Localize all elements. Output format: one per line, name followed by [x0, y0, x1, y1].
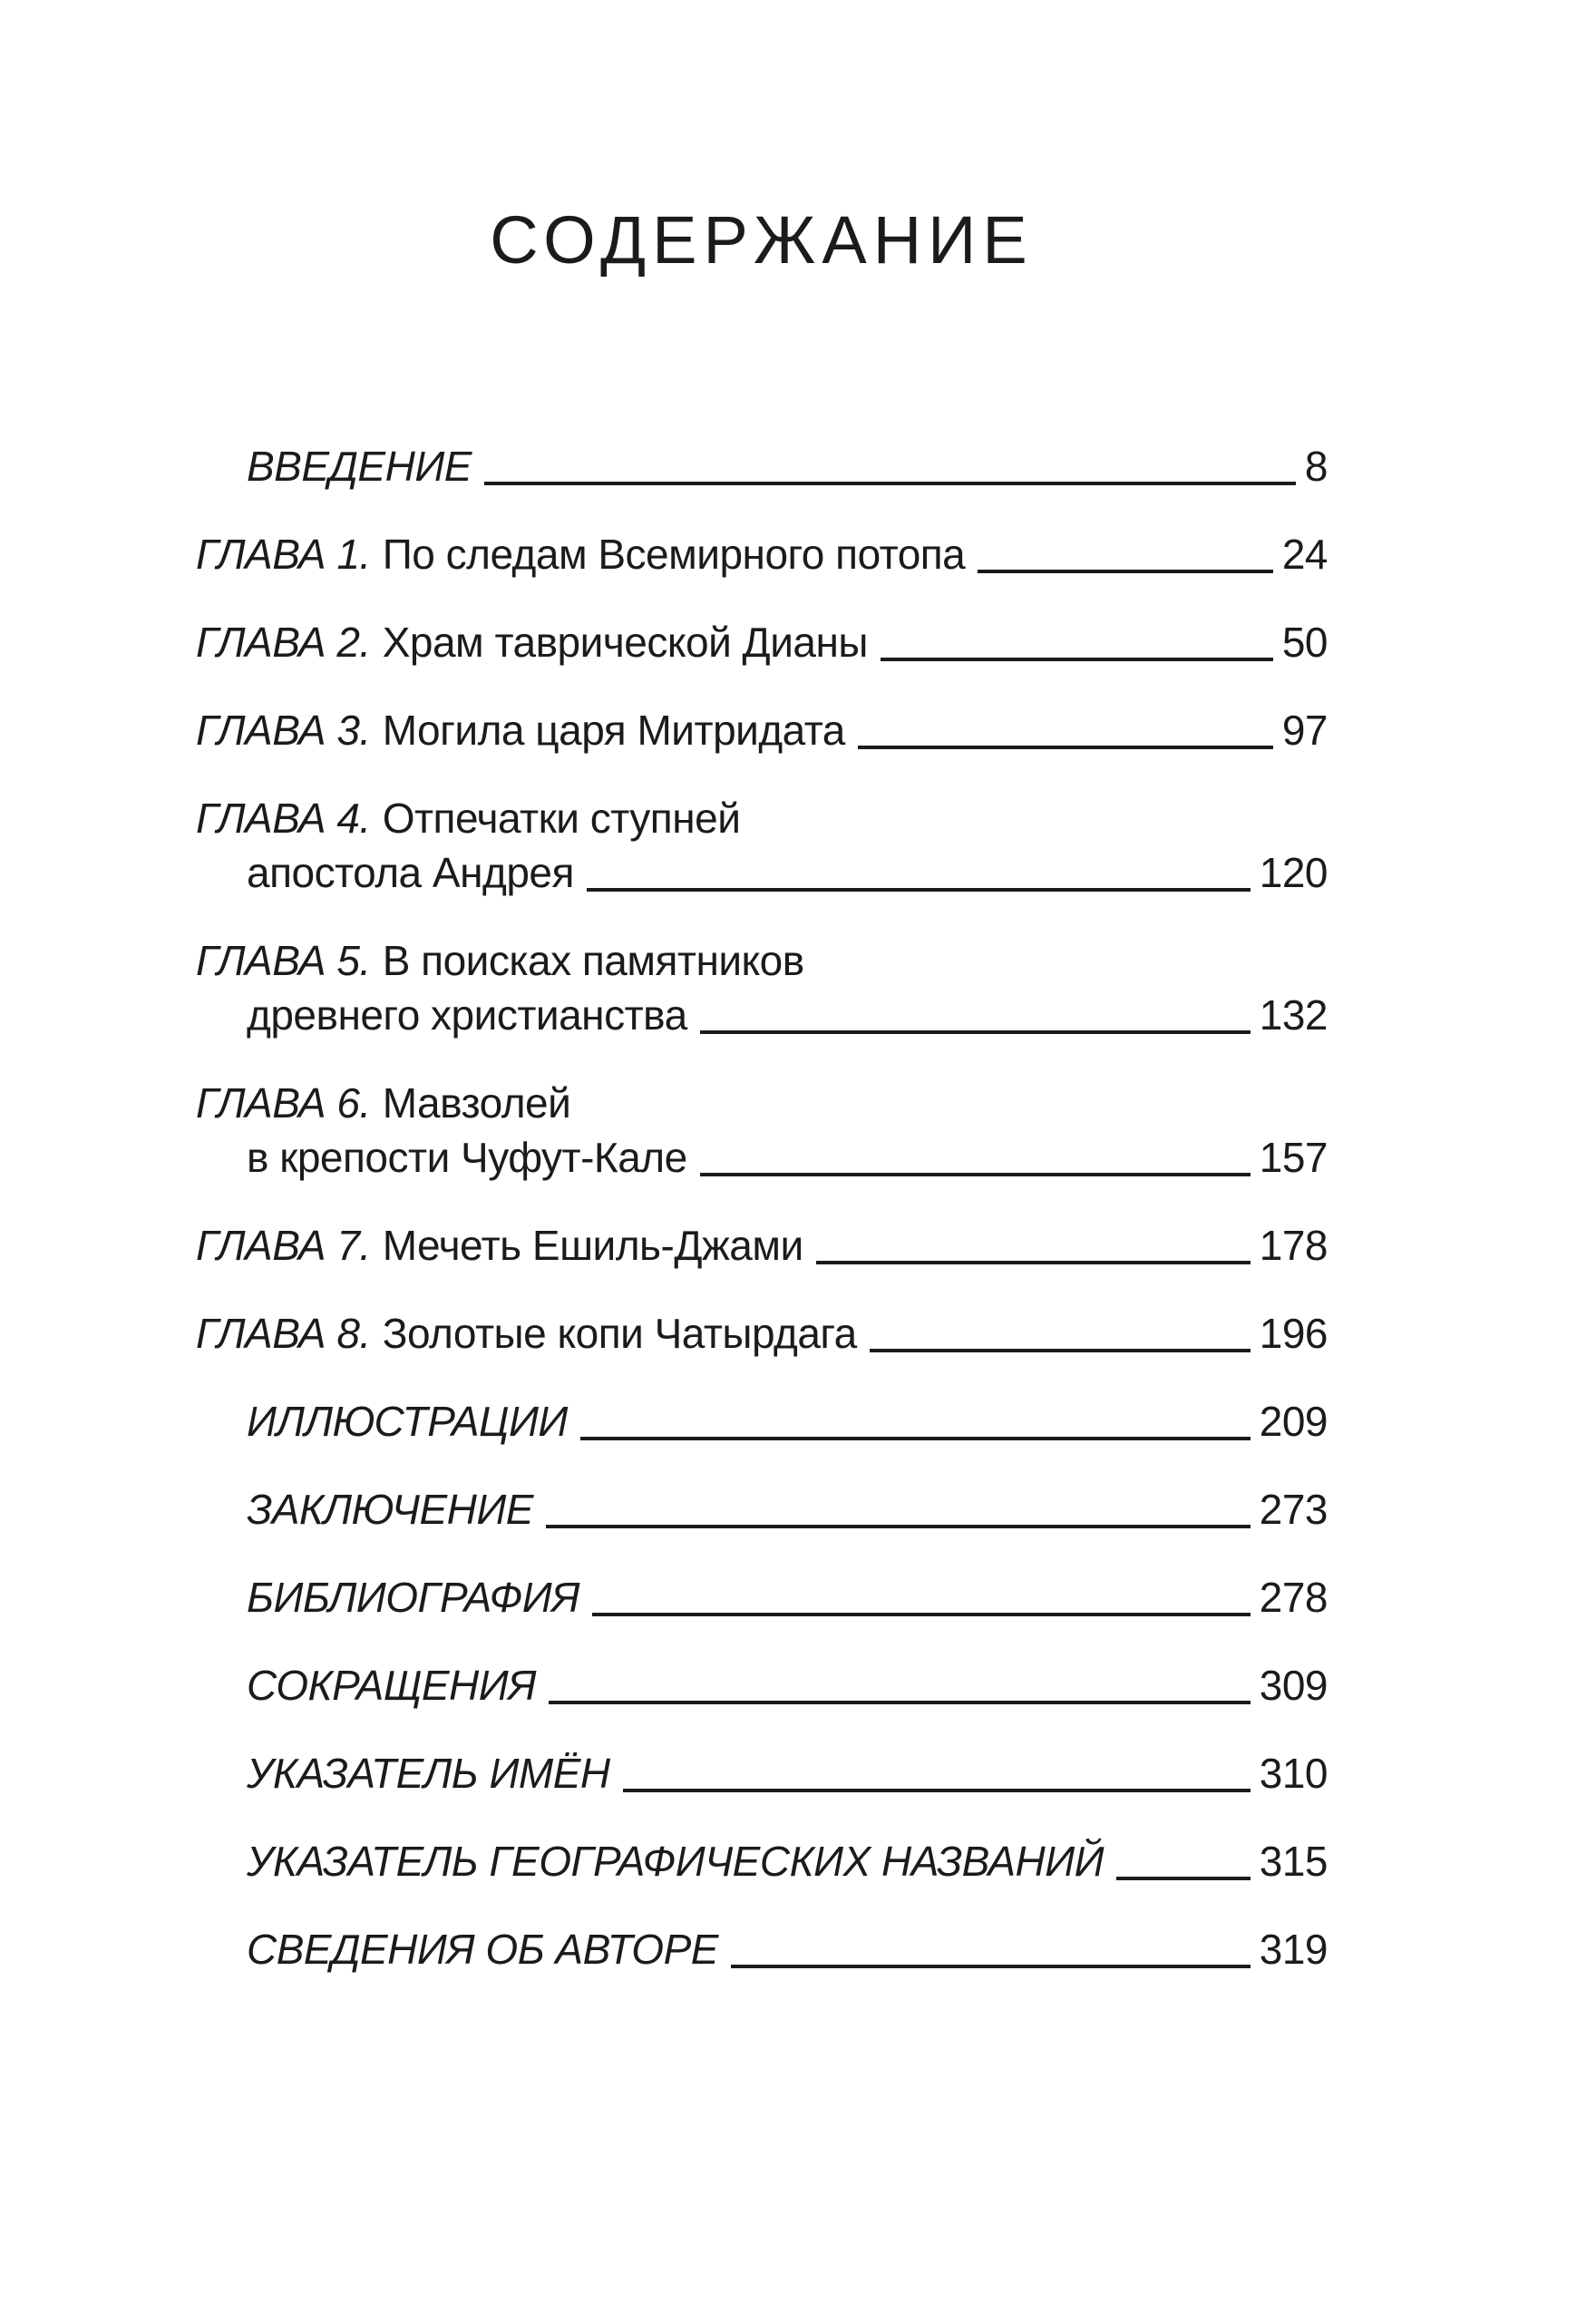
toc-entry-label: УКАЗАТЕЛЬ ИМЁН — [247, 1750, 610, 1797]
toc-entry-label: ВВЕДЕНИЕ — [247, 443, 472, 490]
toc-entry-page: 319 — [1259, 1926, 1328, 1973]
toc-entry-title: Мечеть Ешиль-Джами — [382, 1222, 803, 1269]
toc-entry-line — [196, 1218, 1328, 1273]
toc-entry-page: 120 — [1259, 849, 1328, 896]
toc-entry — [196, 1658, 1328, 1712]
toc-entry — [196, 1218, 1328, 1273]
page-title: СОДЕРЖАНИЕ — [490, 202, 1034, 278]
leader-line — [978, 570, 1273, 573]
toc-entry-page: 97 — [1281, 707, 1328, 754]
toc-entry — [196, 615, 1328, 669]
toc-entry-label: ГЛАВА 1. — [196, 531, 371, 578]
toc-entry-line — [196, 1394, 1328, 1449]
toc-entry-page: 273 — [1259, 1486, 1328, 1533]
toc-entry-line — [196, 1658, 1328, 1712]
toc-entry — [196, 1834, 1328, 1888]
toc-entry-page: 310 — [1259, 1750, 1328, 1797]
toc-entry-label: ГЛАВА 7. — [196, 1222, 371, 1269]
leader-line — [546, 1525, 1251, 1528]
leader-line — [870, 1349, 1251, 1352]
toc-entry-label: ГЛАВА 3. — [196, 707, 371, 754]
toc-entry-page: 209 — [1259, 1398, 1328, 1445]
toc-entry-label: ГЛАВА 4. — [196, 795, 371, 842]
leader-line — [592, 1613, 1251, 1616]
toc-entry — [196, 1076, 1328, 1185]
toc-entry-label: ГЛАВА 2. — [196, 619, 371, 666]
toc-list — [196, 439, 1328, 1976]
toc-entry-line — [196, 1834, 1328, 1888]
toc-entry-line — [196, 1076, 1328, 1130]
leader-line — [881, 658, 1273, 661]
toc-entry — [196, 1570, 1328, 1624]
toc-entry-label: ГЛАВА 5. — [196, 937, 371, 984]
toc-entry-page: 50 — [1281, 619, 1328, 666]
leader-line — [858, 746, 1273, 749]
toc-entry-title: В поисках памятников — [382, 937, 804, 984]
toc-entry-page: 315 — [1259, 1838, 1328, 1885]
toc-entry-label: ЗАКЛЮЧЕНИЕ — [247, 1486, 533, 1533]
toc-entry-line — [196, 615, 1328, 669]
toc-entry — [196, 703, 1328, 757]
toc-entry-title-continued: в крепости Чуфут-Кале — [247, 1134, 687, 1181]
toc-entry-page: 196 — [1259, 1310, 1328, 1357]
toc-entry-label: ГЛАВА 6. — [196, 1079, 371, 1127]
leader-line — [700, 1173, 1251, 1176]
toc-entry-line — [196, 1570, 1328, 1624]
toc-entry-page: 309 — [1259, 1662, 1328, 1709]
toc-entry — [196, 1746, 1328, 1800]
toc-entry-title-continued: апостола Андрея — [247, 849, 574, 896]
toc-entry-wrap-line — [196, 1130, 1328, 1185]
toc-entry-title: Могила царя Митридата — [382, 707, 845, 754]
toc-entry-line — [196, 933, 1328, 988]
leader-line — [816, 1261, 1251, 1264]
toc-entry-page: 132 — [1259, 991, 1328, 1039]
toc-entry-line — [196, 1746, 1328, 1800]
toc-entry-label: СВЕДЕНИЯ ОБ АВТОРЕ — [247, 1926, 718, 1973]
toc-entry-line — [196, 703, 1328, 757]
toc-entry-line — [196, 527, 1328, 581]
toc-entry-line — [196, 1306, 1328, 1361]
toc-entry-page: 24 — [1281, 531, 1328, 578]
toc-entry-wrap-line — [196, 845, 1328, 900]
leader-line — [731, 1965, 1251, 1968]
toc-entry-label: УКАЗАТЕЛЬ ГЕОГРАФИЧЕСКИХ НАЗВАНИЙ — [247, 1838, 1105, 1885]
toc-entry-title-continued: древнего христианства — [247, 991, 687, 1039]
toc-entry — [196, 527, 1328, 581]
toc-entry-page: 8 — [1304, 443, 1328, 490]
toc-entry — [196, 1306, 1328, 1361]
leader-line — [700, 1030, 1251, 1034]
toc-entry-title: Золотые копи Чатырдага — [382, 1310, 857, 1357]
leader-line — [623, 1789, 1251, 1792]
toc-entry-label: ГЛАВА 8. — [196, 1310, 371, 1357]
toc-entry-page: 178 — [1259, 1222, 1328, 1269]
toc-entry-title: Отпечатки ступней — [382, 795, 741, 842]
leader-line — [549, 1701, 1251, 1704]
toc-entry-title: Храм таврической Дианы — [382, 619, 868, 666]
toc-entry — [196, 933, 1328, 1042]
toc-entry — [196, 1922, 1328, 1976]
toc-entry-title: Мавзолей — [382, 1079, 571, 1127]
leader-line — [1116, 1877, 1251, 1880]
toc-entry-page: 157 — [1259, 1134, 1328, 1181]
toc-entry-line — [196, 439, 1328, 493]
toc-entry — [196, 439, 1328, 493]
toc-entry-label: ИЛЛЮСТРАЦИИ — [247, 1398, 568, 1445]
toc-entry — [196, 1482, 1328, 1537]
toc-entry-page: 278 — [1259, 1574, 1328, 1621]
leader-line — [587, 888, 1251, 892]
toc-entry-line — [196, 1922, 1328, 1976]
toc-entry-line — [196, 791, 1328, 845]
toc-entry — [196, 1394, 1328, 1449]
leader-line — [580, 1437, 1251, 1440]
toc-entry-title: По следам Всемирного потопа — [382, 531, 966, 578]
toc-entry — [196, 791, 1328, 900]
toc-entry-wrap-line — [196, 988, 1328, 1042]
toc-entry-label: БИБЛИОГРАФИЯ — [247, 1574, 580, 1621]
toc-entry-line — [196, 1482, 1328, 1537]
toc-entry-label: СОКРАЩЕНИЯ — [247, 1662, 536, 1709]
leader-line — [484, 482, 1296, 485]
